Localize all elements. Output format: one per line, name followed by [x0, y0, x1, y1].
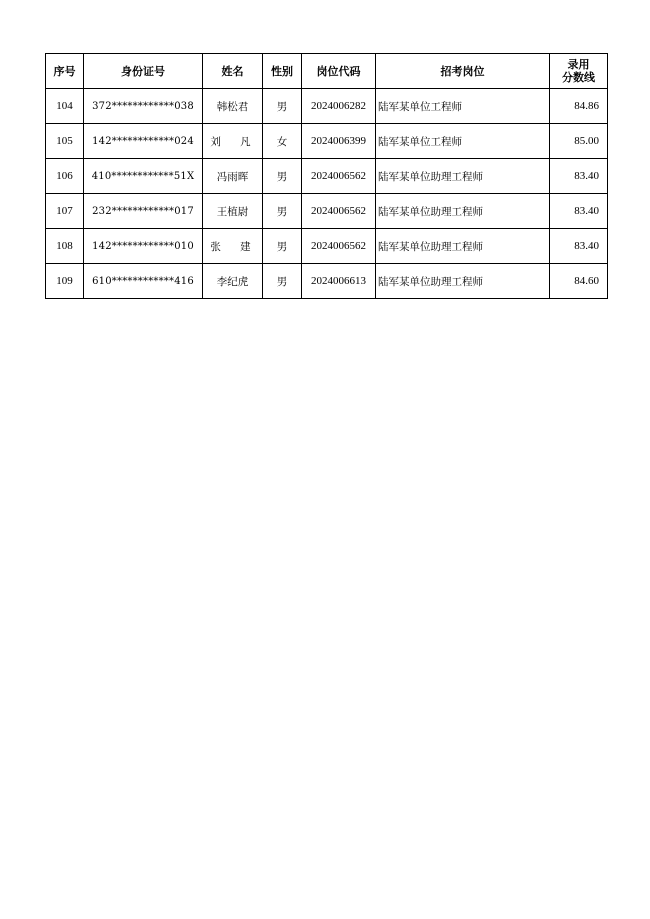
- cell-gender: 男: [263, 229, 302, 264]
- score-table: [45, 53, 608, 299]
- cell-id-number: 610************416: [84, 264, 203, 299]
- table-row: [46, 229, 608, 264]
- cell-post-code: 2024006562: [302, 229, 376, 264]
- cell-post-code: 2024006613: [302, 264, 376, 299]
- cell-post-code: 2024006399: [302, 124, 376, 159]
- cell-position: 陆军某单位助理工程师: [376, 159, 550, 194]
- cell-post-code: 2024006562: [302, 159, 376, 194]
- header-score-line-2: 分数线: [562, 71, 595, 84]
- score-table-container: [45, 53, 608, 299]
- cell-position: 陆军某单位工程师: [376, 124, 550, 159]
- header-id-number: 身份证号: [84, 54, 203, 89]
- cell-seq: 107: [46, 194, 84, 229]
- table-row: [46, 89, 608, 124]
- cell-name: 王植尉: [203, 194, 263, 229]
- cell-name: 刘 凡: [203, 124, 263, 159]
- cell-gender: 女: [263, 124, 302, 159]
- header-post-code: 岗位代码: [302, 54, 376, 89]
- cell-name: 李纪虎: [203, 264, 263, 299]
- cell-position: 陆军某单位助理工程师: [376, 264, 550, 299]
- header-score-line-1: 录用: [567, 58, 590, 71]
- cell-position: 陆军某单位助理工程师: [376, 194, 550, 229]
- cell-seq: 108: [46, 229, 84, 264]
- cell-post-code: 2024006282: [302, 89, 376, 124]
- cell-seq: 104: [46, 89, 84, 124]
- cell-id-number: 410************51X: [84, 159, 203, 194]
- cell-name: 张 建: [203, 229, 263, 264]
- table-row: [46, 159, 608, 194]
- cell-score: 84.60: [550, 264, 608, 299]
- header-score-line: [550, 54, 608, 89]
- cell-post-code: 2024006562: [302, 194, 376, 229]
- cell-gender: 男: [263, 159, 302, 194]
- header-seq: 序号: [46, 54, 84, 89]
- cell-id-number: 372************038: [84, 89, 203, 124]
- cell-position: 陆军某单位助理工程师: [376, 229, 550, 264]
- cell-score: 83.40: [550, 229, 608, 264]
- cell-gender: 男: [263, 264, 302, 299]
- header-position: 招考岗位: [376, 54, 550, 89]
- table-row: [46, 124, 608, 159]
- cell-seq: 106: [46, 159, 84, 194]
- cell-position: 陆军某单位工程师: [376, 89, 550, 124]
- cell-score: 83.40: [550, 194, 608, 229]
- cell-score: 84.86: [550, 89, 608, 124]
- cell-seq: 109: [46, 264, 84, 299]
- table-row: [46, 194, 608, 229]
- cell-id-number: 142************024: [84, 124, 203, 159]
- cell-id-number: 232************017: [84, 194, 203, 229]
- header-name: 姓名: [203, 54, 263, 89]
- header-gender: 性别: [263, 54, 302, 89]
- cell-id-number: 142************010: [84, 229, 203, 264]
- cell-score: 83.40: [550, 159, 608, 194]
- cell-score: 85.00: [550, 124, 608, 159]
- table-row: [46, 264, 608, 299]
- cell-name: 冯雨晖: [203, 159, 263, 194]
- header-row: [46, 54, 608, 89]
- cell-gender: 男: [263, 89, 302, 124]
- cell-gender: 男: [263, 194, 302, 229]
- cell-name: 韩松君: [203, 89, 263, 124]
- cell-seq: 105: [46, 124, 84, 159]
